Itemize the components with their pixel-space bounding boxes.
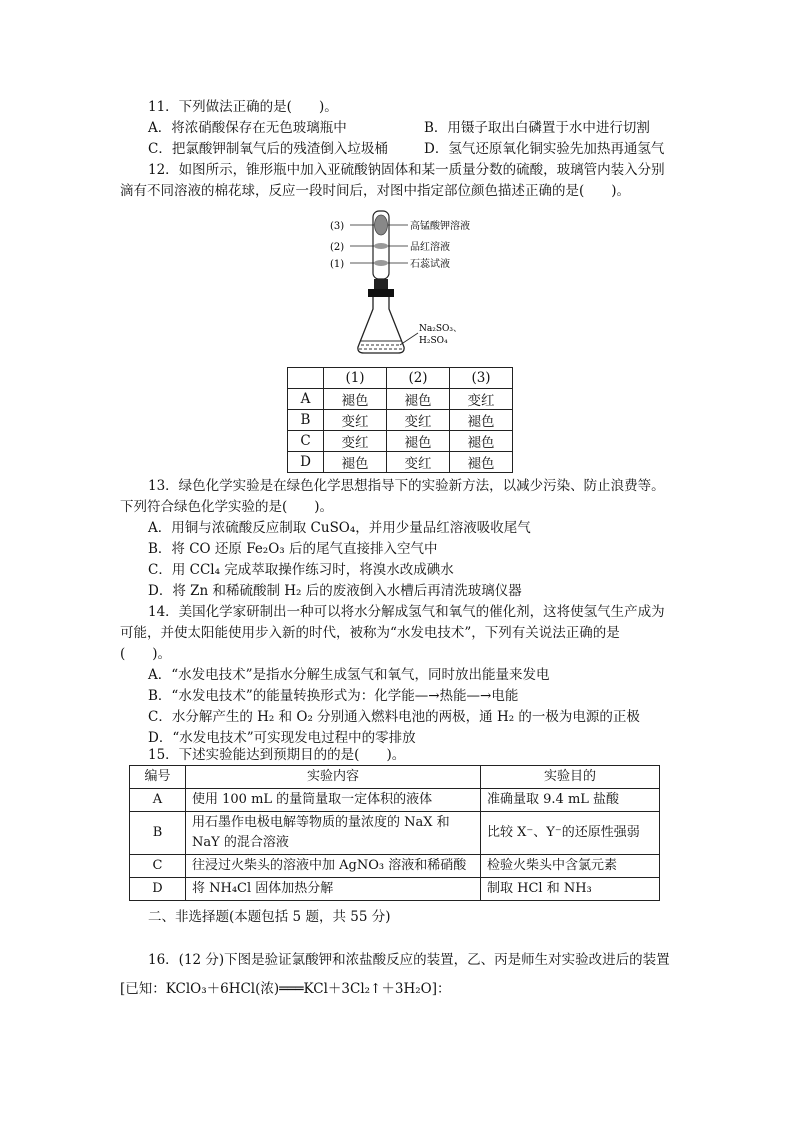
q12-answer-table — [287, 367, 513, 473]
table-cell: 往浸过火柴头的溶液中加 AgNO₃ 溶液和稀硝酸 — [186, 855, 481, 878]
table-cell: 变红 — [387, 410, 450, 431]
table-cell: 实验目的 — [481, 766, 660, 789]
q12-apparatus-figure — [330, 205, 500, 360]
table-row — [130, 812, 660, 855]
q13-option-a: A．用铜与浓硫酸反应制取 CuSO₄，并用少量品红溶液吸收尾气 — [148, 520, 531, 536]
cotton-ball-1 — [374, 260, 388, 266]
table-cell: 变红 — [387, 452, 450, 473]
solution-kmno4: 高锰酸钾溶液 — [410, 221, 470, 232]
table-cell: 实验内容 — [186, 766, 481, 789]
table-cell: 褪色 — [324, 389, 387, 410]
cotton-ball-3 — [375, 215, 388, 235]
solution-magenta: 品红溶液 — [410, 242, 450, 253]
q11-option-b: B．用镊子取出白磷置于水中进行切割 — [424, 120, 650, 136]
table-cell — [288, 368, 324, 389]
table-cell: 变红 — [324, 431, 387, 452]
table-cell: 检验火柴头中含氯元素 — [481, 855, 660, 878]
table-row — [288, 431, 513, 452]
table-row — [130, 789, 660, 812]
table-cell: 比较 X⁻、Y⁻的还原性强弱 — [481, 812, 660, 855]
table-cell: C — [130, 855, 186, 878]
cotton-ball-2 — [374, 243, 388, 249]
label-1: (1) — [330, 259, 345, 270]
table-cell: A — [288, 389, 324, 410]
section-2-heading: 二、非选择题(本题包括 5 题，共 55 分) — [148, 909, 391, 925]
table-cell: D — [130, 878, 186, 901]
q14-stem-line1: 14．美国化学家研制出一种可以将水分解成氢气和氧气的催化剂，这将使氢气生产成为 — [148, 604, 665, 620]
q15-experiment-table — [129, 765, 660, 901]
table-cell: (3) — [450, 368, 513, 389]
table-row — [288, 389, 513, 410]
table-cell: B — [130, 812, 186, 855]
q13-stem-line1: 13．绿色化学实验是在绿色化学思想指导下的实验新方法，以减少污染、防止浪费等。 — [148, 478, 665, 494]
table-cell: (1) — [324, 368, 387, 389]
q14-option-b: B．“水发电技术”的能量转换形式为：化学能—→热能—→电能 — [148, 688, 519, 704]
table-cell: 褪色 — [450, 452, 513, 473]
table-row — [130, 855, 660, 878]
table-row — [288, 410, 513, 431]
table-cell: D — [288, 452, 324, 473]
q14-option-a: A．“水发电技术”是指水分解生成氢气和氧气，同时放出能量来发电 — [148, 667, 550, 683]
q13-stem-line2: 下列符合绿色化学实验的是( )。 — [120, 499, 334, 515]
table-cell: 准确量取 9.4 mL 盐酸 — [481, 789, 660, 812]
table-cell: 将 NH₄Cl 固体加热分解 — [186, 878, 481, 901]
table-cell: (2) — [387, 368, 450, 389]
table-cell: 褪色 — [324, 452, 387, 473]
table-cell: 褪色 — [450, 431, 513, 452]
q11-option-c: C．把氯酸钾制氧气后的残渣倒入垃圾桶 — [148, 141, 388, 157]
table-cell: 使用 100 mL 的量筒量取一定体积的液体 — [186, 789, 481, 812]
table-cell: C — [288, 431, 324, 452]
table-cell: 用石墨作电极电解等物质的量浓度的 NaX 和 NaY 的混合溶液 — [186, 812, 481, 855]
q11-stem: 11．下列做法正确的是( )。 — [148, 99, 338, 115]
q14-option-c: C．水分解产生的 H₂ 和 O₂ 分别通入燃料电池的两极，通 H₂ 的一极为电源的正极 — [148, 709, 640, 725]
table-header-row — [288, 368, 513, 389]
table-row — [288, 452, 513, 473]
table-cell: 变红 — [450, 389, 513, 410]
solution-litmus: 石蕊试液 — [410, 259, 450, 270]
table-row — [130, 878, 660, 901]
table-header-row — [130, 766, 660, 789]
q13-option-b: B．将 CO 还原 Fe₂O₃ 后的尾气直接排入空气中 — [148, 541, 438, 557]
flask-label-2: H₂SO₄ — [419, 336, 448, 346]
q16-stem-line2: [已知：KClO₃＋6HCl(浓)═══KCl＋3Cl₂↑＋3H₂O]： — [120, 981, 451, 997]
q14-stem-line2: 可能，并使太阳能使用步入新的时代，被称为“水发电技术”，下列有关说法正确的是 — [120, 625, 620, 641]
table-cell: 褪色 — [387, 431, 450, 452]
table-cell: 褪色 — [450, 410, 513, 431]
q14-option-d: D．“水发电技术”可实现发电过程中的零排放 — [148, 730, 416, 746]
table-cell: 编号 — [130, 766, 186, 789]
label-3: (3) — [330, 221, 345, 232]
q14-stem-line3: ( )。 — [120, 646, 172, 662]
q16-stem-line1: 16．(12 分)下图是验证氯酸钾和浓盐酸反应的装置，乙、丙是师生对实验改进后的装置 — [148, 952, 670, 968]
q11-option-d: D．氢气还原氧化铜实验先加热再通氢气 — [424, 141, 665, 157]
flask-label-1: Na₂SO₃、 — [419, 324, 463, 334]
label-2: (2) — [330, 242, 345, 253]
table-cell: 变红 — [324, 410, 387, 431]
table-cell: 褪色 — [387, 389, 450, 410]
q11-option-a: A．将浓硝酸保存在无色玻璃瓶中 — [148, 120, 347, 136]
q12-stem-line1: 12．如图所示，锥形瓶中加入亚硫酸钠固体和某一质量分数的硫酸，玻璃管内装入分别 — [148, 162, 665, 178]
table-cell: 制取 HCl 和 NH₃ — [481, 878, 660, 901]
table-cell: A — [130, 789, 186, 812]
q13-option-c: C．用 CCl₄ 完成萃取操作练习时，将溴水改成碘水 — [148, 562, 454, 578]
q12-stem-line2: 滴有不同溶液的棉花球，反应一段时间后，对图中指定部位颜色描述正确的是( )。 — [120, 183, 631, 199]
table-cell: B — [288, 410, 324, 431]
q13-option-d: D．将 Zn 和稀硫酸制 H₂ 后的废液倒入水槽后再清洗玻璃仪器 — [148, 583, 522, 599]
q15-stem: 15．下述实验能达到预期目的的是( )。 — [148, 747, 406, 763]
